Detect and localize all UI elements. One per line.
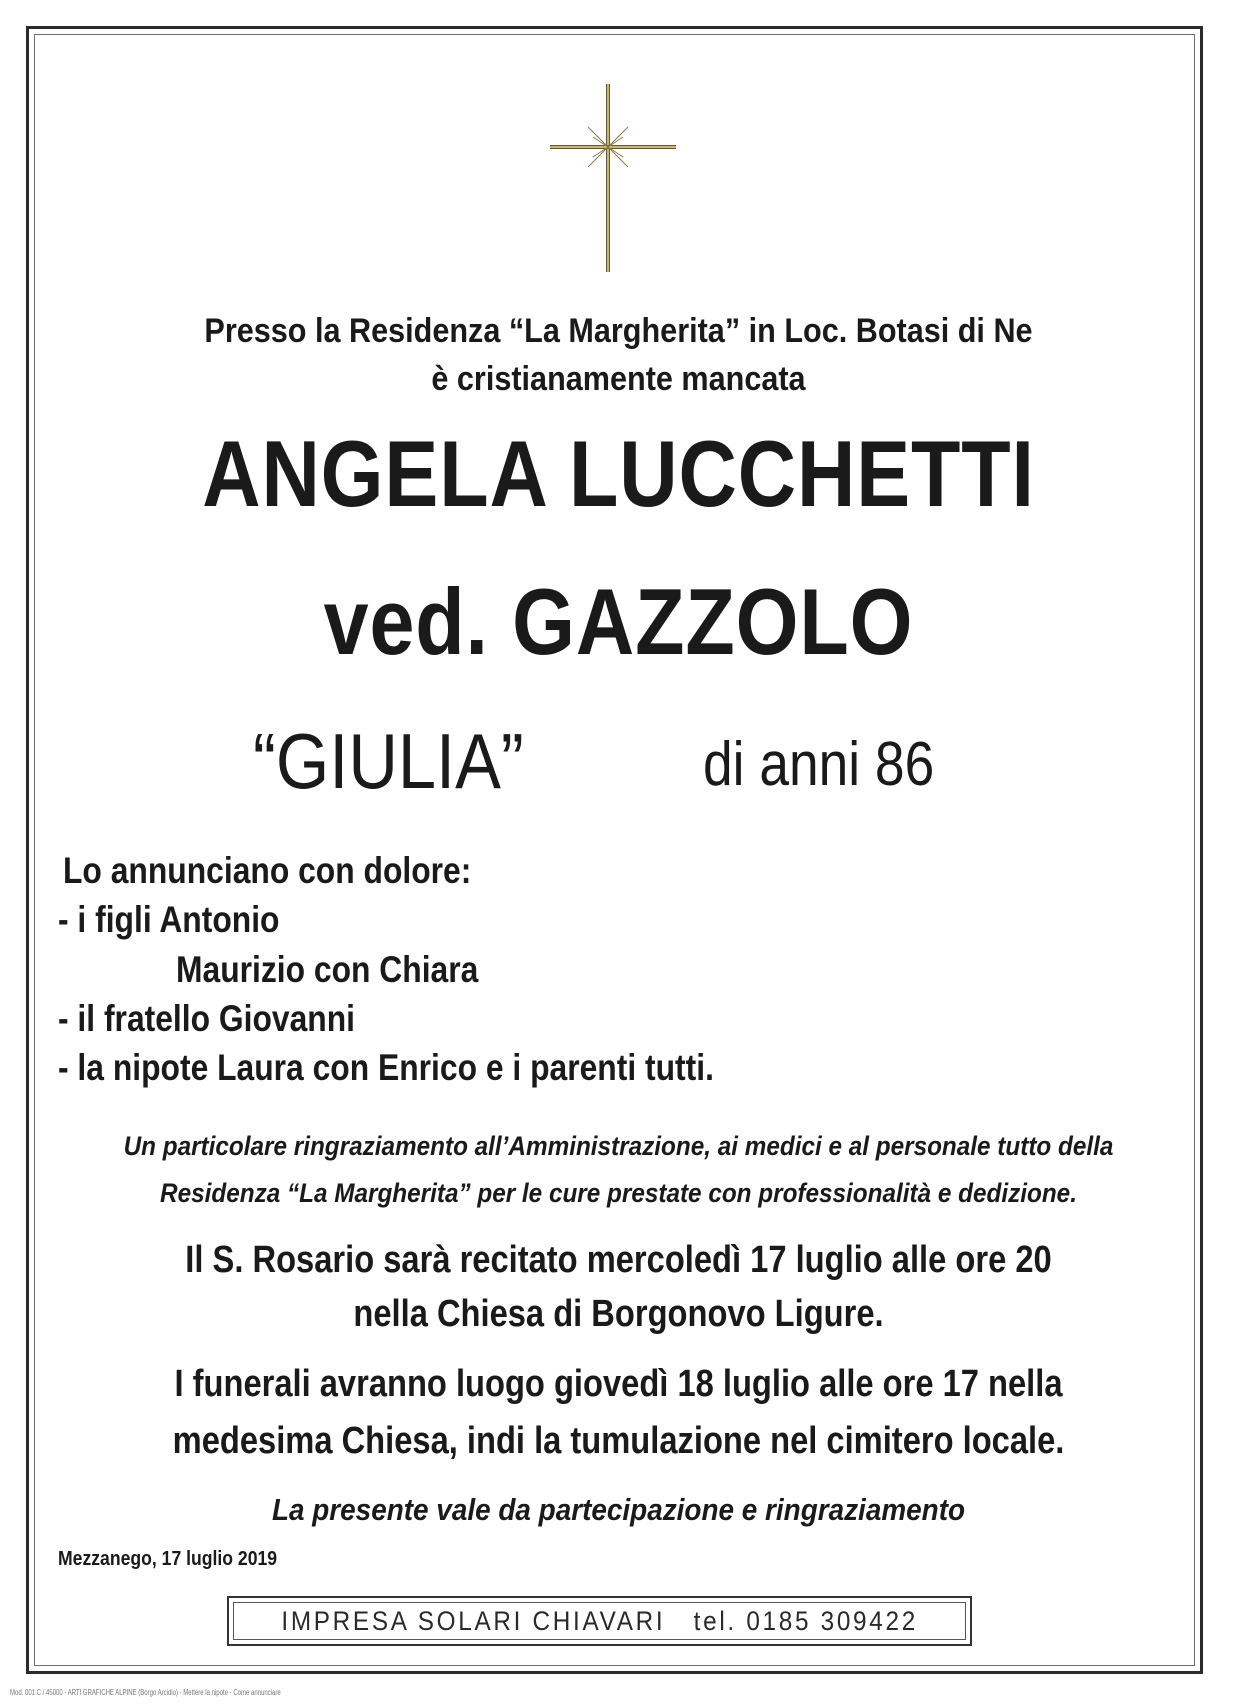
deceased-age: di anni 86: [703, 730, 935, 799]
place-date: Mezzanego, 17 luglio 2019: [58, 1548, 278, 1570]
agency-text: IMPRESA SOLARI CHIAVARI tel. 0185 309422: [281, 1605, 918, 1636]
mourner-line: - la nipote Laura con Enrico e i parenti tutti.: [58, 1047, 714, 1088]
intro-line: Presso la Residenza “La Margherita” in Loc. Botasi di Ne: [204, 312, 1033, 350]
agency-box: [227, 1596, 972, 1646]
funeral-line: medesima Chiesa, indi la tumulazione nel cimitero locale.: [172, 1420, 1065, 1462]
deceased-name: ANGELA LUCCHETTI: [202, 421, 1035, 526]
intro-line: è cristianamente mancata: [431, 360, 806, 398]
radiant-cross-icon: [548, 82, 678, 272]
mourner-line: Maurizio con Chiara: [176, 949, 479, 990]
thanks-line: Un particolare ringraziamento all’Amministrazione, ai medici e al personale tutto della: [123, 1131, 1114, 1161]
rosary-line: nella Chiesa di Borgonovo Ligure.: [353, 1293, 884, 1335]
rosary-line: Il S. Rosario sarà recitato mercoledì 17 luglio alle ore 20: [185, 1239, 1052, 1281]
thanks-line: Residenza “La Margherita” per le cure prestate con professionalità e dedizione.: [160, 1178, 1077, 1208]
mourners-heading: Lo annunciano con dolore:: [63, 850, 472, 891]
closing-line: La presente vale da partecipazione e ringraziamento: [271, 1492, 966, 1527]
funeral-line: I funerali avranno luogo giovedì 18 luglio alle ore 17 nella: [174, 1363, 1063, 1405]
mourner-line: - i figli Antonio: [58, 899, 280, 940]
deceased-nickname: “GIULIA”: [253, 717, 524, 805]
mourner-line: - il fratello Giovanni: [58, 998, 356, 1039]
print-footnote: Mod. 001 C / 45000 - ARTI GRAFICHE ALPINE (Borgo Arcidio) - Mettere la nipote - Come annunciare: [10, 1688, 281, 1697]
deceased-married-name: ved. GAZZOLO: [323, 569, 914, 674]
